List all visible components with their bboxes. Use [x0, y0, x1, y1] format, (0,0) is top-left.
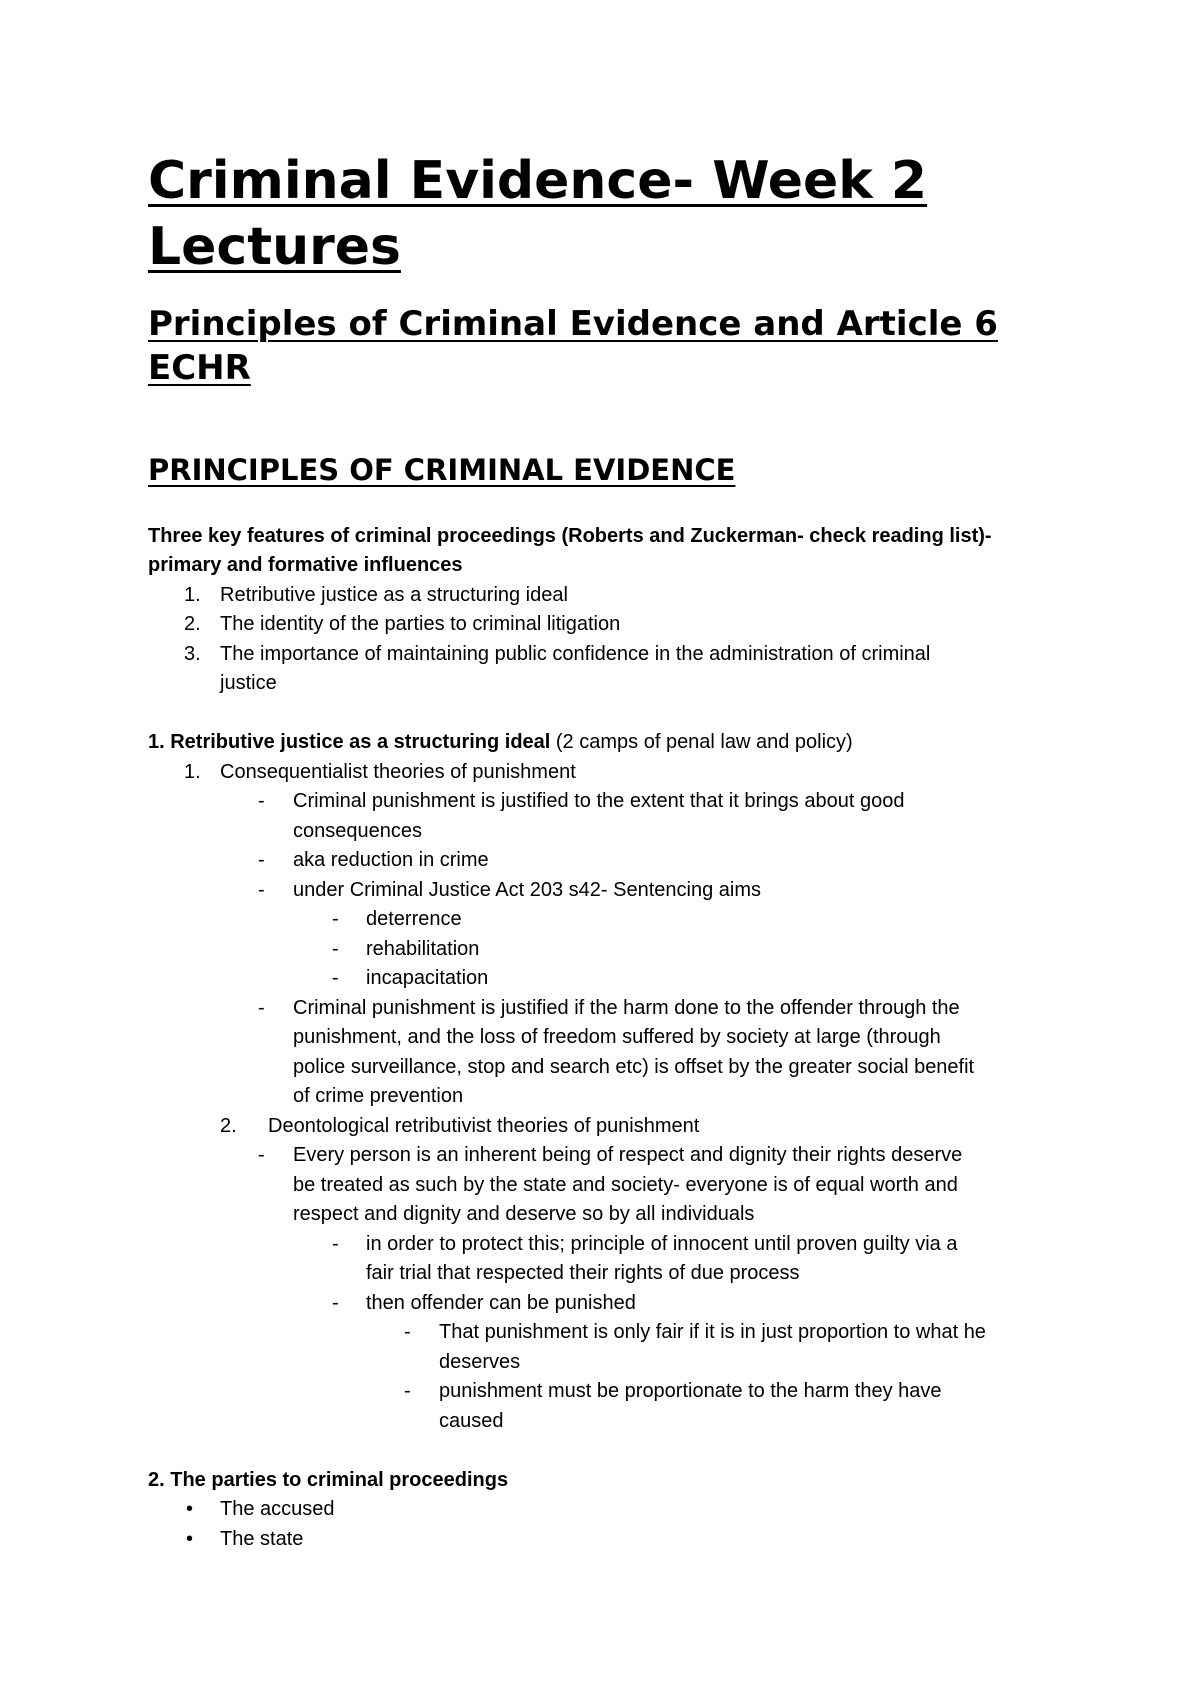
list-item-continuation: justice — [220, 672, 277, 694]
bullet-text: under Criminal Justice Act 203 s42- Sentencing aims — [293, 879, 762, 901]
sub-bullet-text: deterrence — [366, 908, 462, 930]
deontological-heading: Deontological retributivist theories of punishment — [268, 1115, 700, 1137]
bullet-marker: • — [186, 1528, 194, 1550]
consequentialist-heading: Consequentialist theories of punishment — [220, 761, 576, 783]
list-item: The state — [220, 1528, 304, 1550]
dash-marker: - — [332, 908, 339, 930]
sub-bullet-text: incapacitation — [366, 967, 489, 989]
list-number: 1. — [184, 584, 201, 606]
dash-marker: - — [332, 967, 339, 989]
sub-bullet-text: rehabilitation — [366, 938, 480, 960]
bullet-text: Every person is an inherent being of respect and dignity their rights deserve — [293, 1144, 963, 1166]
bullet-text: aka reduction in crime — [293, 849, 489, 871]
list-item: Retributive justice as a structuring ideal — [220, 584, 568, 606]
section-1-heading — [148, 728, 853, 758]
dash-marker: - — [258, 997, 265, 1019]
section-1-heading-rest: (2 camps of penal law and policy) — [550, 731, 853, 753]
dash-marker: - — [332, 1292, 339, 1314]
bullet-text: be treated as such by the state and society- everyone is of equal worth and — [293, 1174, 958, 1196]
document-subtitle: Principles of Criminal Evidence and Article 6 ECHR — [148, 304, 998, 388]
sub-sub-bullet-text: deserves — [439, 1351, 521, 1373]
dash-marker: - — [332, 938, 339, 960]
sub-bullet-text: then offender can be punished — [366, 1292, 636, 1314]
dash-marker: - — [258, 879, 265, 901]
bullet-text: respect and dignity and deserve so by all individuals — [293, 1203, 755, 1225]
intro-line-1: Three key features of criminal proceedings (Roberts and Zuckerman- check reading list)- — [148, 525, 992, 547]
document-title: Criminal Evidence- Week 2 Lectures — [148, 151, 928, 277]
bullet-text: police surveillance, stop and search etc) is offset by the greater social benefit — [293, 1056, 975, 1078]
dash-marker: - — [258, 1144, 265, 1166]
list-number: 3. — [184, 643, 201, 665]
list-item: The accused — [220, 1498, 335, 1520]
intro-line-2: primary and formative influences — [148, 554, 463, 576]
bullet-text: Criminal punishment is justified to the extent that it brings about good — [293, 790, 905, 812]
list-item: The importance of maintaining public confidence in the administration of criminal — [220, 643, 931, 665]
list-number: 2. — [184, 613, 201, 635]
dash-marker: - — [258, 790, 265, 812]
bullet-text: consequences — [293, 820, 422, 842]
dash-marker: - — [404, 1380, 411, 1402]
bullet-text: Criminal punishment is justified if the harm done to the offender through the — [293, 997, 960, 1019]
list-item: The identity of the parties to criminal litigation — [220, 613, 621, 635]
list-number: 2. — [220, 1115, 237, 1137]
section-1-heading-bold: 1. Retributive justice as a structuring ideal — [148, 731, 551, 753]
sub-sub-bullet-text: That punishment is only fair if it is in just proportion to what he — [439, 1321, 986, 1343]
sub-bullet-text: fair trial that respected their rights of due process — [366, 1262, 800, 1284]
list-number: 1. — [184, 761, 201, 783]
sub-sub-bullet-text: caused — [439, 1410, 504, 1432]
dash-marker: - — [258, 849, 265, 871]
bullet-marker: • — [186, 1498, 194, 1520]
dash-marker: - — [332, 1233, 339, 1255]
bullet-text: of crime prevention — [293, 1085, 464, 1107]
dash-marker: - — [404, 1321, 411, 1343]
sub-sub-bullet-text: punishment must be proportionate to the harm they have — [439, 1380, 942, 1402]
sub-bullet-text: in order to protect this; principle of innocent until proven guilty via a — [366, 1233, 958, 1255]
section-2-heading: 2. The parties to criminal proceedings — [148, 1469, 509, 1491]
section-heading: PRINCIPLES OF CRIMINAL EVIDENCE — [148, 453, 736, 487]
bullet-text: punishment, and the loss of freedom suffered by society at large (through — [293, 1026, 941, 1048]
